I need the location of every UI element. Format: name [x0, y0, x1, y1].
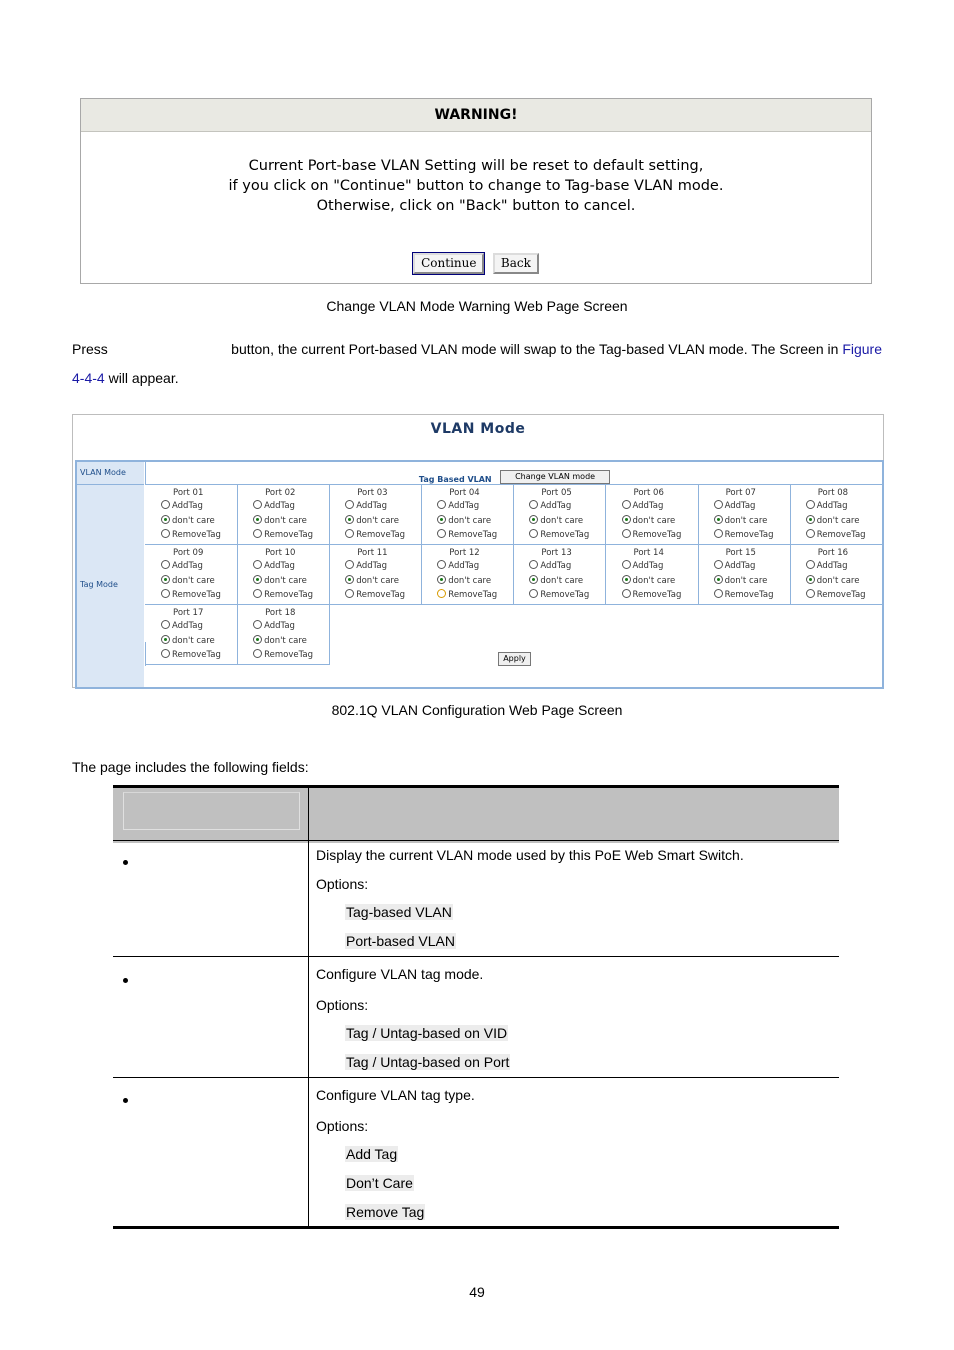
tag-option[interactable]: [253, 635, 307, 646]
tag-option-label: AddTag: [448, 501, 480, 511]
tag-option-label: don't care: [816, 515, 860, 526]
field-description: Configure VLAN tag mode.: [316, 966, 484, 982]
figure-caption: Change VLAN Mode Warning Web Page Screen: [326, 298, 628, 314]
tag-option[interactable]: [437, 560, 479, 571]
field-description: Configure VLAN tag type.: [316, 1087, 475, 1103]
options-label: Options:: [316, 1118, 369, 1134]
port-cell: [698, 485, 791, 545]
tag-option-label: AddTag: [356, 561, 388, 571]
radio-icon[interactable]: [529, 575, 538, 584]
radio-icon[interactable]: [345, 500, 354, 509]
tag-option-label: don't care: [632, 515, 676, 526]
tag-option[interactable]: [529, 560, 571, 571]
figure-link[interactable]: 4-4-4: [72, 370, 105, 386]
vlan-mode-label: VLAN Mode: [80, 468, 126, 477]
tag-option-label: RemoveTag: [264, 530, 313, 540]
tag-option[interactable]: [714, 575, 768, 586]
radio-icon[interactable]: [253, 500, 262, 509]
tag-option[interactable]: [437, 589, 497, 600]
port-name: Port 05: [541, 488, 572, 498]
port-name: Port 01: [173, 488, 204, 498]
tag-option-label: RemoveTag: [816, 590, 866, 600]
radio-icon[interactable]: [437, 515, 446, 524]
tag-option-label: don't care: [356, 575, 399, 586]
port-cell: [145, 605, 238, 665]
radio-icon[interactable]: [529, 500, 538, 509]
vlan-table: [75, 460, 884, 689]
option-item: Tag / Untag-based on VID: [346, 1025, 508, 1041]
tag-option-label: don't care: [264, 635, 307, 646]
port-name: Port 02: [265, 488, 296, 498]
tag-option[interactable]: [622, 589, 682, 600]
radio-icon[interactable]: [806, 560, 815, 569]
tag-option[interactable]: [345, 560, 387, 571]
radio-icon[interactable]: [714, 560, 723, 569]
tag-option[interactable]: [345, 589, 405, 600]
option-item: Tag / Untag-based on Port: [346, 1054, 510, 1070]
port-name: Port 06: [633, 488, 664, 498]
tag-option-label: AddTag: [540, 561, 572, 571]
tag-option[interactable]: [622, 575, 676, 586]
tag-option-label: AddTag: [264, 501, 295, 511]
tag-option-label: RemoveTag: [356, 590, 406, 600]
tag-option[interactable]: [161, 500, 203, 511]
tag-option-label: RemoveTag: [724, 590, 774, 600]
port-name: Port 18: [265, 608, 296, 618]
option-item: Add Tag: [346, 1146, 398, 1162]
radio-icon[interactable]: [622, 529, 631, 538]
vlan-title: VLAN Mode: [430, 421, 526, 437]
radio-icon[interactable]: [161, 635, 170, 644]
tag-option[interactable]: [714, 560, 756, 571]
radio-icon[interactable]: [622, 560, 631, 569]
port-cell: [145, 545, 238, 605]
port-cell: [329, 545, 422, 605]
tag-option-label: RemoveTag: [356, 530, 406, 540]
radio-icon[interactable]: [253, 529, 262, 538]
field-description: Display the current VLAN mode used by this PoE Web Smart Switch.: [316, 847, 744, 863]
warning-line: Otherwise, click on "Back" button to cancel.: [316, 198, 636, 214]
tag-option-label: RemoveTag: [724, 530, 774, 540]
tag-option-label: RemoveTag: [448, 530, 498, 540]
tag-option-label: AddTag: [356, 501, 388, 511]
port-cell: [421, 485, 514, 545]
option-item: Port-based VLAN: [346, 933, 455, 949]
port-cell: [237, 605, 330, 665]
radio-icon[interactable]: [345, 589, 354, 598]
tag-option-label: don't care: [264, 515, 307, 526]
vlan-mode-label-cell: [77, 462, 144, 485]
tag-option[interactable]: [161, 620, 203, 631]
port-name: Port 04: [449, 488, 480, 498]
tag-option[interactable]: [714, 529, 774, 540]
tag-option-label: AddTag: [724, 561, 756, 571]
port-name: Port 08: [817, 488, 849, 498]
port-name: Port 11: [357, 548, 388, 558]
tag-option-label: RemoveTag: [816, 530, 866, 540]
option-item: Remove Tag: [346, 1204, 425, 1220]
radio-icon[interactable]: [161, 649, 170, 658]
tag-option-label: don't care: [356, 515, 399, 526]
warning-message: [81, 156, 871, 216]
tag-option[interactable]: [161, 589, 221, 600]
tag-option[interactable]: [253, 575, 307, 586]
radio-icon[interactable]: [806, 529, 815, 538]
tag-option-label: RemoveTag: [172, 530, 221, 540]
table-header: [113, 785, 839, 843]
radio-icon[interactable]: [714, 529, 723, 538]
radio-icon[interactable]: [253, 560, 262, 569]
tag-option-label: don't care: [540, 575, 584, 586]
port-name: Port 13: [541, 548, 572, 558]
port-cell: [606, 545, 699, 605]
port-name: Port 10: [265, 548, 296, 558]
radio-icon[interactable]: [714, 575, 723, 584]
tag-option-label: AddTag: [448, 561, 480, 571]
tag-option[interactable]: [806, 515, 860, 526]
radio-icon[interactable]: [529, 589, 538, 598]
tag-option-label: don't care: [448, 575, 492, 586]
tag-option-label: don't care: [264, 575, 307, 586]
port-name: Port 09: [173, 548, 204, 558]
radio-icon[interactable]: [622, 589, 631, 598]
tag-option[interactable]: [806, 575, 860, 586]
tag-option[interactable]: [806, 589, 866, 600]
radio-icon[interactable]: [253, 620, 262, 629]
apply-button[interactable]: Apply: [498, 652, 531, 666]
option-item: Tag-based VLAN: [346, 904, 452, 920]
port-cell: [421, 545, 514, 605]
radio-icon[interactable]: [622, 500, 631, 509]
options-label: Options:: [316, 997, 369, 1013]
port-name: Port 14: [633, 548, 664, 558]
tag-option[interactable]: [253, 529, 313, 540]
tag-option[interactable]: [345, 500, 387, 511]
radio-icon[interactable]: [161, 500, 170, 509]
radio-icon[interactable]: [529, 529, 538, 538]
radio-icon[interactable]: [529, 560, 538, 569]
tag-option-label: AddTag: [724, 501, 756, 511]
tag-option-label: AddTag: [816, 561, 848, 571]
figure-caption: 802.1Q VLAN Configuration Web Page Screen: [331, 702, 623, 718]
tag-option[interactable]: [345, 575, 399, 586]
port-cell: [237, 545, 330, 605]
body-paragraph: [72, 335, 882, 393]
radio-icon[interactable]: [622, 575, 631, 584]
radio-icon[interactable]: [253, 515, 262, 524]
tag-option-label: don't care: [724, 515, 768, 526]
tag-option-label: don't care: [172, 635, 215, 646]
port-cell: [606, 485, 699, 545]
fields-intro: The page includes the following fields:: [72, 759, 309, 775]
radio-icon[interactable]: [437, 589, 446, 598]
port-name: Port 15: [725, 548, 756, 558]
tag-option[interactable]: [253, 500, 295, 511]
tag-option-label: AddTag: [816, 501, 848, 511]
radio-icon[interactable]: [345, 575, 354, 584]
radio-icon[interactable]: [345, 529, 354, 538]
radio-icon[interactable]: [161, 529, 170, 538]
bullet-icon: [123, 1098, 128, 1103]
continue-button[interactable]: Continue: [413, 253, 484, 274]
tag-option[interactable]: [714, 515, 768, 526]
radio-icon[interactable]: [161, 560, 170, 569]
tag-option[interactable]: [161, 529, 221, 540]
tag-option[interactable]: [161, 649, 221, 660]
radio-icon[interactable]: [161, 589, 170, 598]
tag-option[interactable]: [345, 529, 405, 540]
radio-icon[interactable]: [622, 515, 631, 524]
tag-option[interactable]: [161, 560, 203, 571]
port-cell: [329, 485, 422, 545]
tag-option-label: RemoveTag: [172, 590, 221, 600]
tag-option[interactable]: [253, 515, 307, 526]
port-cell: [790, 485, 883, 545]
para-press: Press: [72, 341, 108, 357]
port-cell: [790, 545, 883, 605]
port-name: Port 16: [817, 548, 849, 558]
tag-option-label: AddTag: [172, 561, 203, 571]
tag-option[interactable]: [253, 560, 295, 571]
figure-link[interactable]: Figure: [842, 341, 882, 357]
tag-option[interactable]: [529, 589, 589, 600]
tag-option[interactable]: [529, 500, 571, 511]
radio-icon[interactable]: [437, 575, 446, 584]
back-button[interactable]: Back: [493, 253, 539, 274]
port-name: Port 12: [449, 548, 480, 558]
port-cell: [145, 485, 238, 545]
radio-icon[interactable]: [161, 620, 170, 629]
current-vlan-mode: Tag Based VLAN: [418, 475, 492, 484]
tag-option-label: don't care: [172, 575, 215, 586]
radio-icon[interactable]: [714, 500, 723, 509]
radio-icon[interactable]: [806, 589, 815, 598]
tag-option[interactable]: [253, 620, 295, 631]
tag-option[interactable]: [806, 560, 848, 571]
page-number: 49: [469, 1284, 485, 1300]
radio-icon[interactable]: [253, 575, 262, 584]
tag-option-label: AddTag: [172, 621, 203, 631]
tag-option[interactable]: [161, 575, 215, 586]
radio-icon[interactable]: [806, 515, 815, 524]
radio-icon[interactable]: [345, 515, 354, 524]
tag-option[interactable]: [529, 575, 583, 586]
tag-mode-label-cell: [77, 485, 144, 687]
port-cell: [237, 485, 330, 545]
tag-option-label: don't care: [816, 575, 860, 586]
bullet-icon: [123, 860, 128, 865]
option-item: Don’t Care: [346, 1175, 413, 1191]
tag-option-label: AddTag: [264, 561, 295, 571]
radio-icon[interactable]: [529, 515, 538, 524]
tag-option[interactable]: [437, 515, 491, 526]
tag-option-label: RemoveTag: [632, 530, 682, 540]
tag-option[interactable]: [253, 649, 313, 660]
port-name: Port 03: [357, 488, 388, 498]
tag-option[interactable]: [806, 500, 848, 511]
tag-option[interactable]: [437, 575, 491, 586]
tag-option[interactable]: [622, 529, 682, 540]
tag-option-label: AddTag: [172, 501, 203, 511]
radio-icon[interactable]: [253, 649, 262, 658]
vlan-panel: [72, 414, 884, 688]
bullet-icon: [123, 978, 128, 983]
tag-option[interactable]: [622, 500, 664, 511]
tag-option-label: RemoveTag: [172, 650, 221, 660]
tag-option-label: AddTag: [632, 561, 664, 571]
radio-icon[interactable]: [345, 560, 354, 569]
tag-option[interactable]: [714, 589, 774, 600]
warning-line: if you click on "Continue" button to change to Tag-base VLAN mode.: [228, 178, 724, 194]
radio-icon[interactable]: [714, 589, 723, 598]
radio-icon[interactable]: [437, 529, 446, 538]
radio-icon[interactable]: [253, 635, 262, 644]
radio-icon[interactable]: [714, 515, 723, 524]
tag-option-label: RemoveTag: [632, 590, 682, 600]
tag-option[interactable]: [622, 515, 676, 526]
tag-option-label: RemoveTag: [264, 650, 313, 660]
tag-option-label: AddTag: [540, 501, 572, 511]
radio-icon[interactable]: [161, 515, 170, 524]
warning-dialog: [80, 98, 872, 284]
fields-table: [113, 782, 839, 1230]
tag-option-label: don't care: [632, 575, 676, 586]
tag-option-label: RemoveTag: [448, 590, 498, 600]
change-vlan-mode-button[interactable]: Change VLAN mode: [500, 470, 610, 484]
radio-icon[interactable]: [806, 575, 815, 584]
vlan-mode-row: [145, 462, 883, 485]
options-label: Options:: [316, 876, 369, 892]
tag-option-label: don't care: [172, 515, 215, 526]
tag-option[interactable]: [622, 560, 664, 571]
warning-line: Current Port-base VLAN Setting will be reset to default setting,: [248, 158, 704, 174]
tag-option[interactable]: [437, 529, 497, 540]
para-text: button, the current Port-based VLAN mode will swap to the Tag-based VLAN mode. The Screen in: [231, 341, 839, 357]
radio-icon[interactable]: [253, 589, 262, 598]
port-name: Port 07: [725, 488, 756, 498]
tag-option-label: RemoveTag: [540, 590, 590, 600]
radio-icon[interactable]: [437, 500, 446, 509]
tag-option-label: AddTag: [632, 501, 664, 511]
tag-option[interactable]: [529, 529, 589, 540]
tag-option[interactable]: [161, 515, 215, 526]
tag-option[interactable]: [806, 529, 866, 540]
tag-option-label: don't care: [724, 575, 768, 586]
tag-option[interactable]: [529, 515, 583, 526]
tag-option[interactable]: [714, 500, 756, 511]
port-cell: [698, 545, 791, 605]
tag-option[interactable]: [253, 589, 313, 600]
tag-option[interactable]: [161, 635, 215, 646]
tag-mode-label: Tag Mode: [80, 580, 118, 589]
radio-icon[interactable]: [806, 500, 815, 509]
radio-icon[interactable]: [161, 575, 170, 584]
tag-option[interactable]: [437, 500, 479, 511]
tag-option-label: RemoveTag: [540, 530, 590, 540]
tag-option-label: AddTag: [264, 621, 295, 631]
tag-option[interactable]: [345, 515, 399, 526]
port-cell: [513, 485, 606, 545]
port-cell: [513, 545, 606, 605]
warning-title: WARNING!: [81, 99, 871, 132]
tag-option-label: don't care: [448, 515, 492, 526]
tag-option-label: don't care: [540, 515, 584, 526]
radio-icon[interactable]: [437, 560, 446, 569]
para-text: will appear.: [108, 370, 179, 386]
port-name: Port 17: [173, 608, 204, 618]
tag-option-label: RemoveTag: [264, 590, 313, 600]
